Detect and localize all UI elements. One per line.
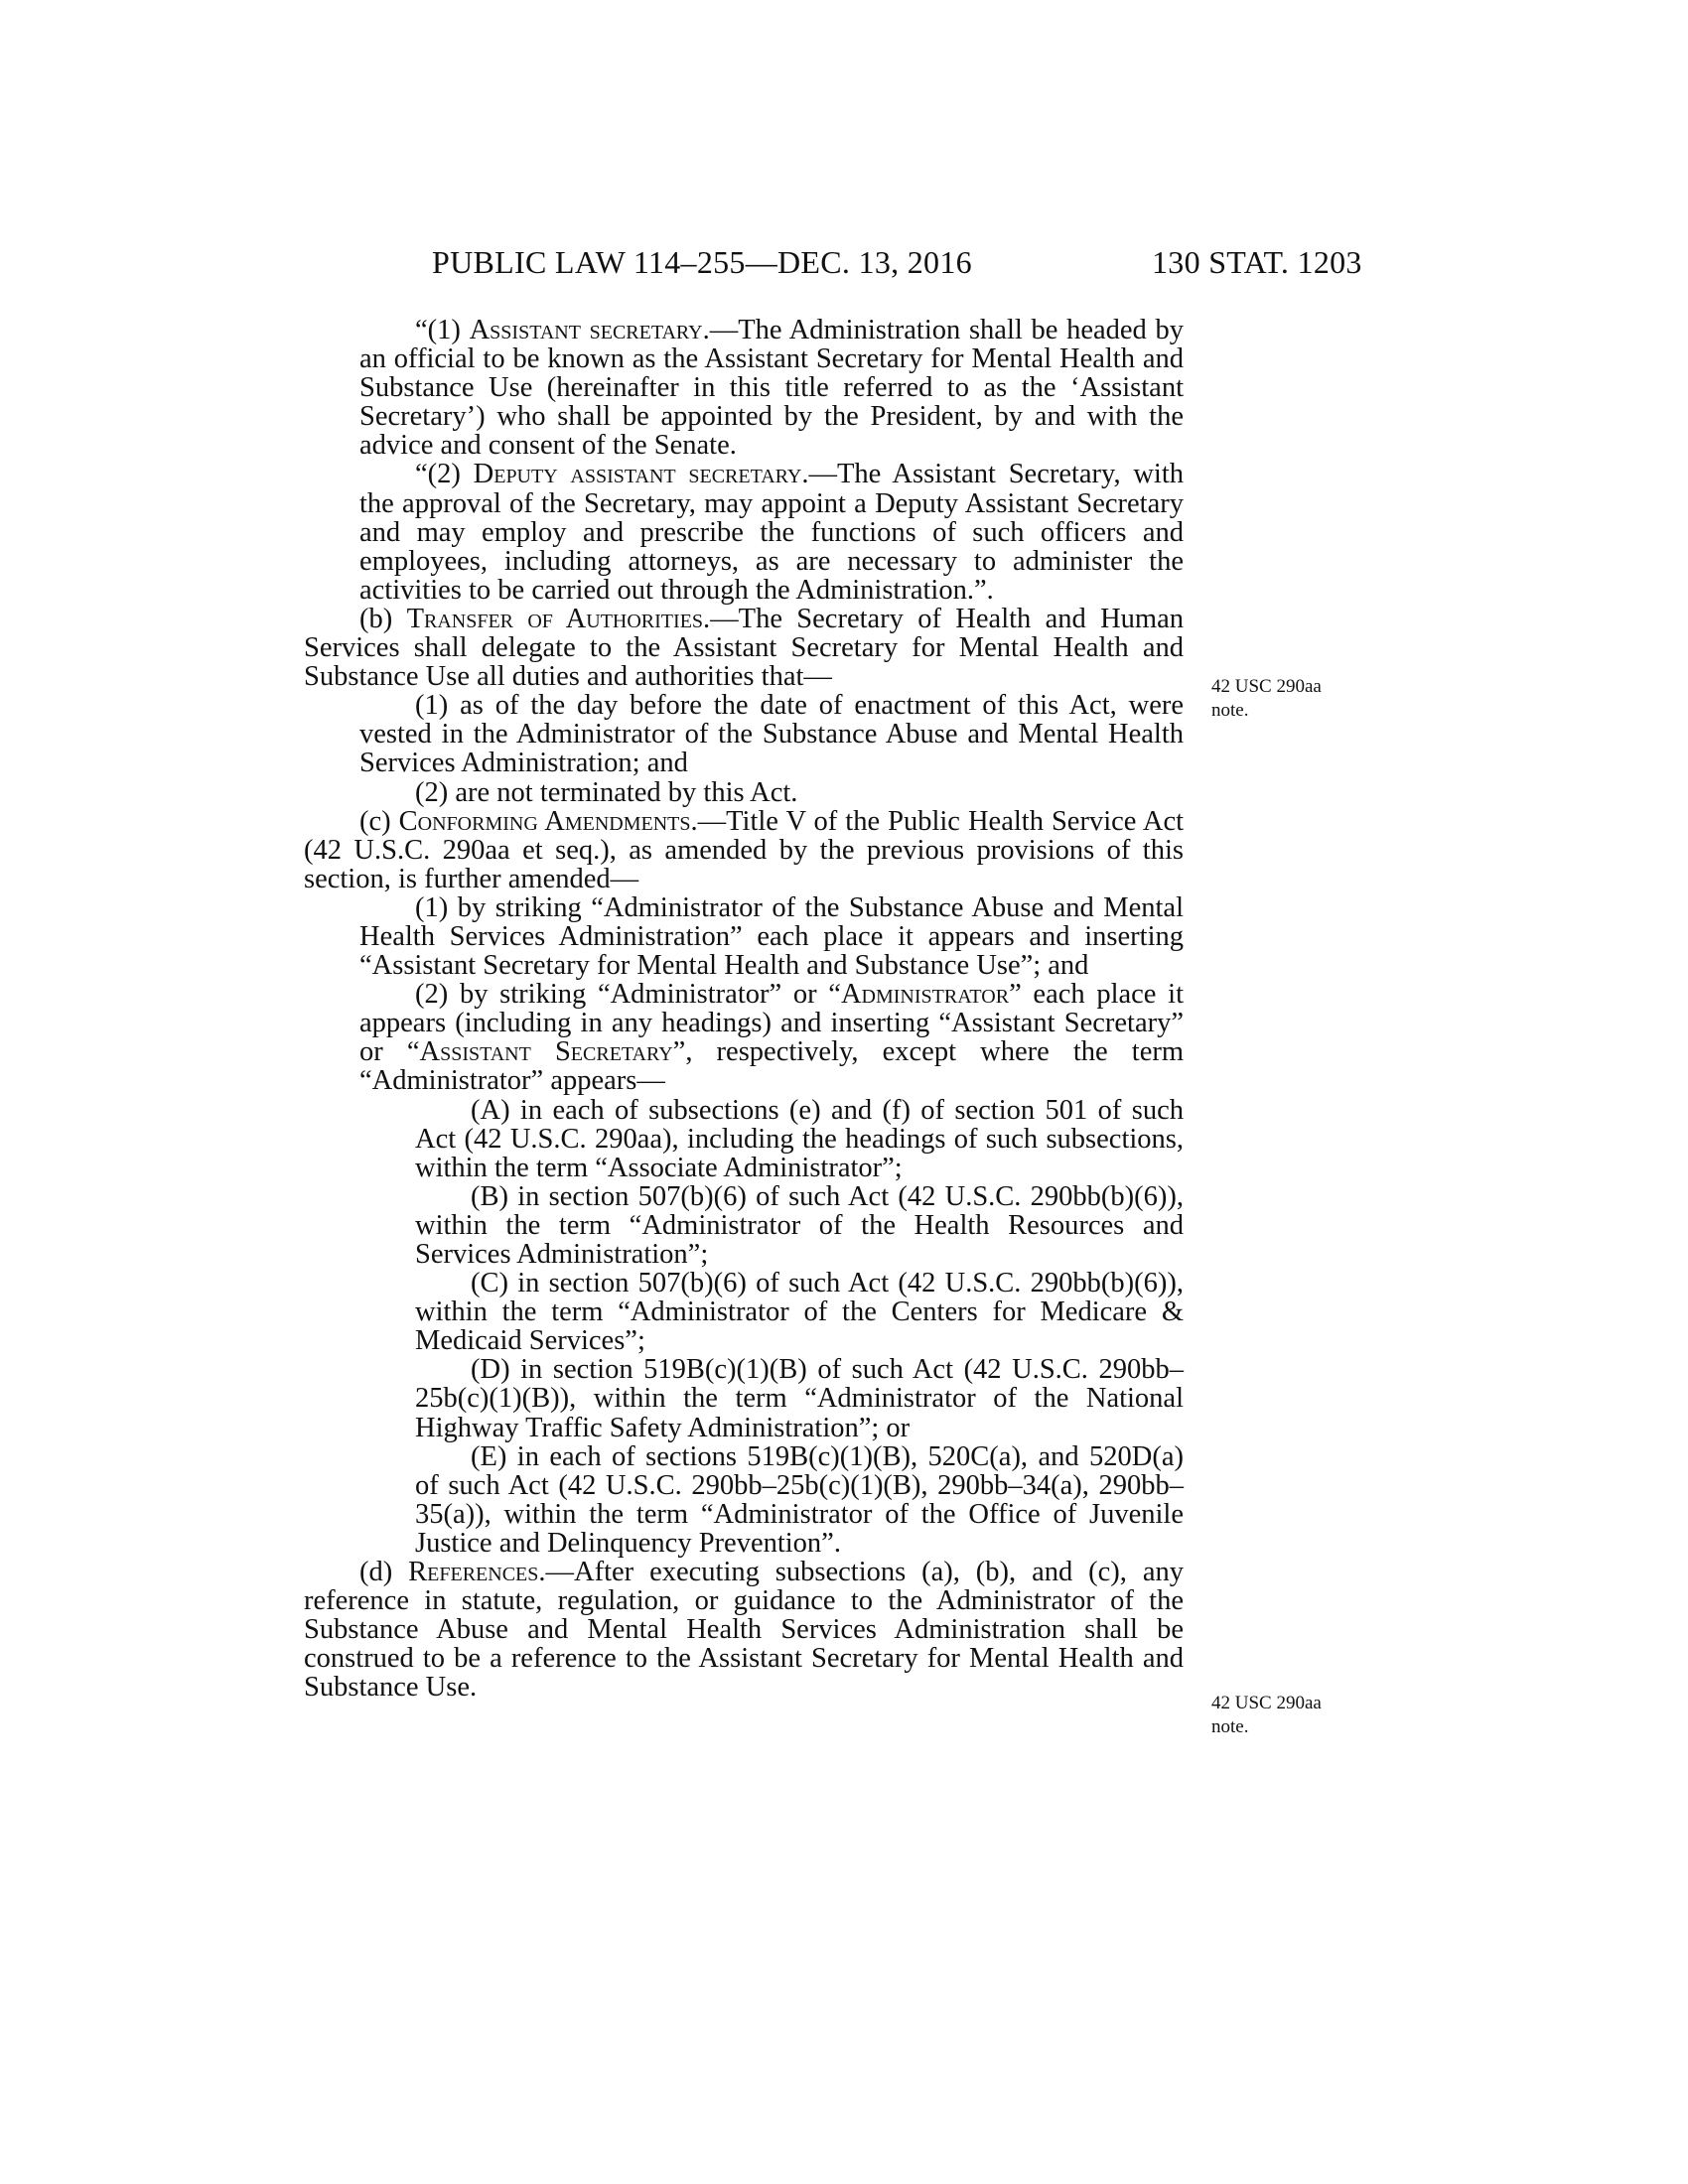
paragraph-cD: (D) in section 519B(c)(1)(B) of such Act (42 U.S.C. 290bb–25b(c)(1)(B)), within the term “Administrator of the National Highway Traffic Safety Administration”; or — [415, 1354, 1184, 1443]
section-heading: Assistant secretary — [469, 315, 703, 345]
document-body — [304, 316, 1184, 1703]
paragraph-cA: (A) in each of subsections (e) and (f) of section 501 of such Act (42 U.S.C. 290aa), including the headings of such subsections, within the term “Associate Administrator”; — [415, 1094, 1184, 1183]
running-header-page-number: 130 STAT. 1203 — [1152, 244, 1362, 280]
margin-note-citation: 42 USC 290aa note. — [1211, 1693, 1322, 1737]
paragraph-b1: (1) as of the day before the date of enactment of this Act, were vested in the Administrator of the Substance Abuse and Mental Health Services Administration; and — [359, 690, 1184, 779]
paragraph-transfer-of-authorities: (b) Transfer of Authorities.—The Secretary of Health and Human Services shall delegate to the Assistant Secretary for Mental Health and Substance Use all duties and authorities that— — [304, 603, 1185, 693]
paragraph-cC: (C) in section 507(b)(6) of such Act (42 U.S.C. 290bb(b)(6)), within the term “Administrator of the Centers for Medicare & Medicaid Services”; — [415, 1268, 1184, 1357]
paragraph-c1: (1) by striking “Administrator of the Substance Abuse and Mental Health Services Administration” each place it appears and inserting “Assistant Secretary for Mental Health and Substance Use”; and — [359, 891, 1184, 982]
paragraph-references: (d) References.—After executing subsections (a), (b), and (c), any reference in statute, regulation, or guidance to the Administrator of the Substance Abuse and Mental Health Services Administration shall be construed to be a reference to the Assistant Secretary for Mental Health and Substance Use. — [304, 1557, 1184, 1704]
section-heading: Deputy assistant secretary — [473, 459, 802, 490]
paragraph-cE: (E) in each of sections 519B(c)(1)(B), 520C(a), and 520D(a) of such Act (42 U.S.C. 290bb–25b(c)(1)(B), 290bb–34(a), 290bb–35(a)), within the term “Administrator of the Office of Juvenile Justice and Delinquency Prevention”. — [415, 1440, 1184, 1559]
paragraph-deputy-assistant-secretary: “(2) Deputy assistant secretary.—The Assistant Secretary, with the approval of the Secretary, may appoint a Deputy Assistant Secretary and may employ and prescribe the functions of such officers and employees, including attorneys, as are necessary to administer the activities to be carried out through the Administration.”. — [359, 459, 1184, 606]
section-heading: Transfer of Authorities — [406, 603, 704, 634]
section-heading: References — [408, 1557, 539, 1588]
paragraph-assistant-secretary: “(1) Assistant secretary.—The Administration shall be headed by an official to be known as the Assistant Secretary for Mental Health and Substance Use (hereinafter in this title referred to as the ‘Assistant Secretary’) who shall be appointed by the President, by and with the advice and consent of the Senate. — [359, 315, 1184, 462]
paragraph-conforming-amendments: (c) Conforming Amendments.—Title V of the Public Health Service Act (42 U.S.C. 290aa et seq.), as amended by the previous provisions of this section, is further amended— — [304, 805, 1185, 894]
section-heading: Conforming Amendments — [398, 805, 691, 837]
paragraph-cB: (B) in section 507(b)(6) of such Act (42 U.S.C. 290bb(b)(6)), within the term “Administrator of the Health Resources and Services Administration”; — [415, 1180, 1184, 1270]
running-header-title: PUBLIC LAW 114–255—DEC. 13, 2016 — [432, 244, 972, 280]
margin-note-citation: 42 USC 290aa note. — [1211, 676, 1322, 721]
paragraph-b2: (2) are not terminated by this Act. — [415, 776, 798, 808]
paragraph-c2: (2) by striking “Administrator” or “Administrator” each place it appears (including in any headings) and inserting “Assistant Secretary” or “Assistant Secretary”, respectively, except where the term “Administrator” appears— — [359, 979, 1185, 1097]
